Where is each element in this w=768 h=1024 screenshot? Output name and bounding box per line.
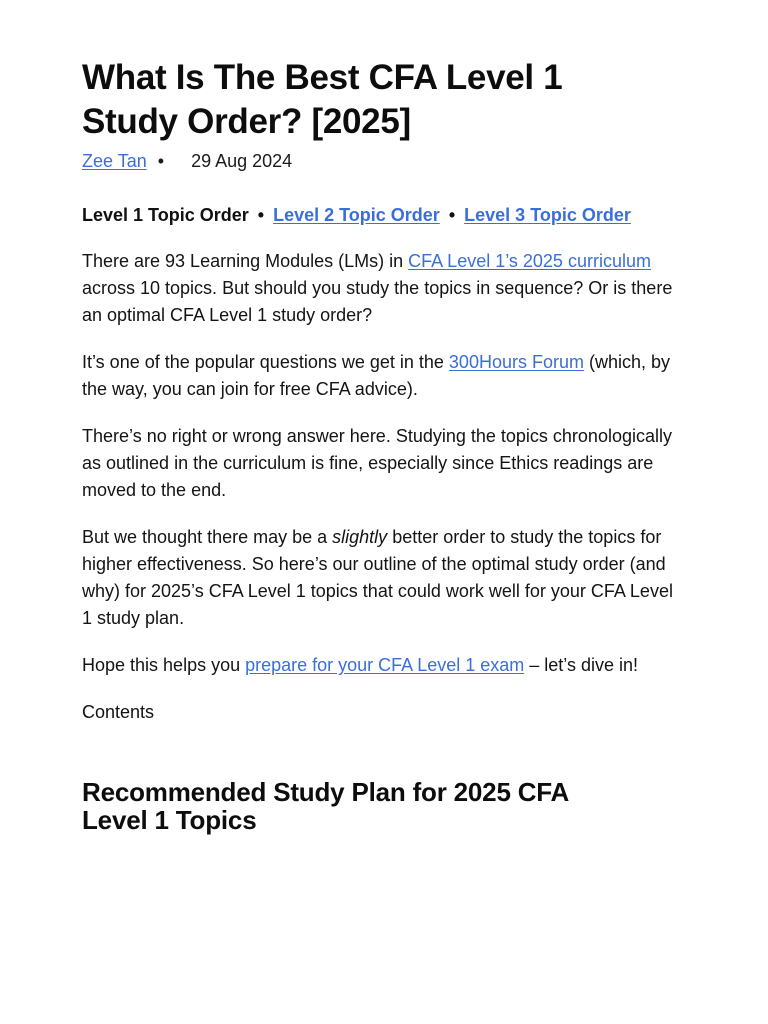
contents-toggle[interactable]: Contents <box>82 702 155 722</box>
page-title <box>82 56 686 144</box>
topic-nav-separator: • <box>448 205 456 225</box>
prepare-exam-link[interactable]: prepare for your CFA Level 1 exam <box>245 655 525 675</box>
level-2-topic-order-link[interactable]: Level 2 Topic Order <box>273 205 440 225</box>
order-text-cont: better order to study the topics for higher effectiveness. So here’s our outline of the optimal study order (and why) for 2025’s CFA Level 1 topics that could work well for your CFA Level 1 study plan. <box>82 527 673 628</box>
forum-text: It’s one of the popular questions we get in the <box>82 352 449 372</box>
topic-nav-separator: • <box>257 205 265 225</box>
level-3-topic-order-link[interactable]: Level 3 Topic Order <box>464 205 631 225</box>
intro-text-cont: across 10 topics. But should you study the topics in sequence? Or is there an optimal CFA Level 1 study order? <box>82 278 673 325</box>
topic-order-nav <box>82 202 686 228</box>
answer-paragraph: There’s no right or wrong answer here. Studying the topics chronologically as outlined in the curriculum is fine, especially since Ethics readings are moved to the end. <box>82 426 672 500</box>
section-heading-line-1: Recommended Study Plan for 2025 CFA <box>82 777 570 807</box>
publish-date: 29 Aug 2024 <box>191 151 293 171</box>
order-text: But we thought there may be a <box>82 527 333 547</box>
topic-nav-current: Level 1 Topic Order <box>82 205 249 225</box>
section-heading-line-2: Level 1 Topics <box>82 805 257 835</box>
curriculum-link[interactable]: CFA Level 1’s 2025 curriculum <box>408 251 651 271</box>
forum-paragraph <box>82 349 686 403</box>
article-meta <box>82 148 686 174</box>
author-link[interactable]: Zee Tan <box>82 151 147 171</box>
closing-text: Hope this helps you <box>82 655 246 675</box>
meta-separator: • <box>157 151 165 171</box>
closing-text-cont: – let’s dive in! <box>524 655 638 675</box>
intro-paragraph <box>82 248 686 329</box>
section-heading <box>82 778 686 834</box>
order-paragraph <box>82 524 686 632</box>
forum-text-cont: (which, by the way, you can join for free CFA advice). <box>82 352 671 399</box>
title-line-2: Study Order? [2025] <box>82 102 411 141</box>
intro-text: There are 93 Learning Modules (LMs) in <box>82 251 409 271</box>
title-line-1: What Is The Best CFA Level 1 <box>82 58 563 97</box>
emphasis-text: slightly <box>332 527 388 547</box>
closing-paragraph <box>82 652 686 679</box>
forum-link[interactable]: 300Hours Forum <box>448 352 584 372</box>
